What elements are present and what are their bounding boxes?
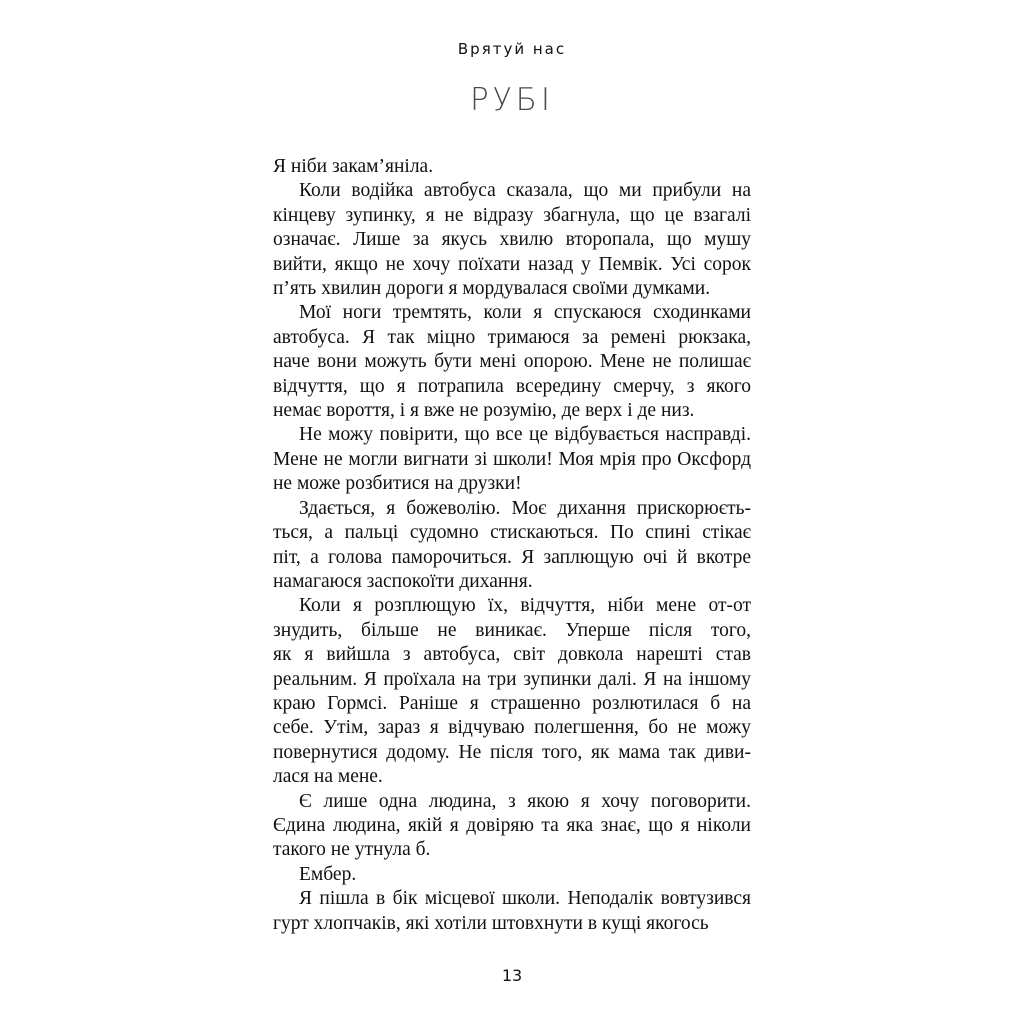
text-line: Коли водійка автобуса сказала, що ми прибули на: [299, 180, 751, 202]
text-line: вийти, якщо не хочу поїхати назад у Пемвік. Усі сорок: [273, 253, 751, 275]
text-line: Коли я розплющую їх, відчуття, ніби мене от-от: [299, 595, 751, 617]
paragraph: [273, 155, 751, 179]
paragraph: [273, 497, 751, 595]
running-head: Врятуй нас: [457, 40, 567, 58]
text-line: Ембер.: [299, 863, 357, 885]
text-line: як я вийшла з автобуса, світ довкола нарешті став: [273, 644, 751, 666]
text-line: Я пішла в бік місцевої школи. Неподалік вовтузився: [299, 888, 751, 910]
text-line: відчуття, що я потрапила всередину смерчу, з якого: [273, 375, 751, 397]
text-line: ться, а пальці судомно стискаються. По спині стікає: [273, 522, 751, 544]
text-line: повернутися додому. Не після того, як мама так диви-: [273, 741, 751, 763]
paragraph: [273, 863, 751, 887]
text-line: краю Гормсі. Раніше я страшенно розлютилася б на: [273, 692, 751, 714]
paragraph: [273, 301, 751, 423]
text-line: автобуса. Я так міцно тримаюся за ремені рюкзака,: [273, 326, 751, 348]
paragraph: [273, 594, 751, 789]
text-line: Єдина людина, якій я довіряю та яка знає, що я ніколи: [273, 814, 751, 836]
text-line: Є лише одна людина, з якою я хочу поговорити.: [299, 790, 751, 812]
text-line: реальним. Я проїхала на три зупинки далі. Я на іншому: [273, 668, 751, 690]
page-number: 13: [501, 966, 523, 985]
text-line: себе. Утім, зараз я відчуваю полегшення, бо не можу: [273, 717, 751, 739]
paragraph: [273, 887, 751, 936]
text-line: означає. Лише за якусь хвилю второпала, що мушу: [273, 229, 751, 251]
text-line: Мої ноги тремтять, коли я спускаюся сходинками: [299, 302, 751, 324]
paragraph: [273, 423, 751, 496]
chapter-title: РУБІ: [470, 82, 554, 118]
text-line: знудить, більше не виникає. Уперше після того,: [273, 619, 751, 641]
text-line: лася на мене.: [273, 766, 383, 788]
text-line: Здається, я божеволію. Моє дихання прискорюєть-: [299, 497, 751, 519]
text-line: Мене не могли вигнати зі школи! Моя мрія про Оксфорд: [273, 448, 751, 470]
text-line: піт, а голова паморочиться. Я заплющую очі й вкотре: [273, 546, 751, 568]
paragraph: [273, 790, 751, 863]
text-line: такого не утнула б.: [273, 839, 431, 861]
text-line: Не можу повірити, що все це відбувається насправді.: [299, 424, 751, 446]
text-line: кінцеву зупинку, я не відразу збагнула, що це взагалі: [273, 204, 751, 226]
text-line: немає вороття, і я вже не розумію, де верх і де низ.: [273, 400, 695, 422]
text-line: не може розбитися на друзки!: [273, 473, 522, 495]
text-line: п’ять хвилин дороги я мордувалася своїми думками.: [273, 278, 711, 300]
text-line: гурт хлопчаків, які хотіли штовхнути в кущі якогось: [273, 912, 709, 934]
body-text: [273, 155, 751, 936]
text-line: намагаюся заспокоїти дихання.: [273, 570, 533, 592]
text-line: Я ніби закам’яніла.: [273, 156, 434, 177]
text-line: наче вони можуть бути мені опорою. Мене не полишає: [273, 351, 751, 373]
paragraph: [273, 179, 751, 301]
